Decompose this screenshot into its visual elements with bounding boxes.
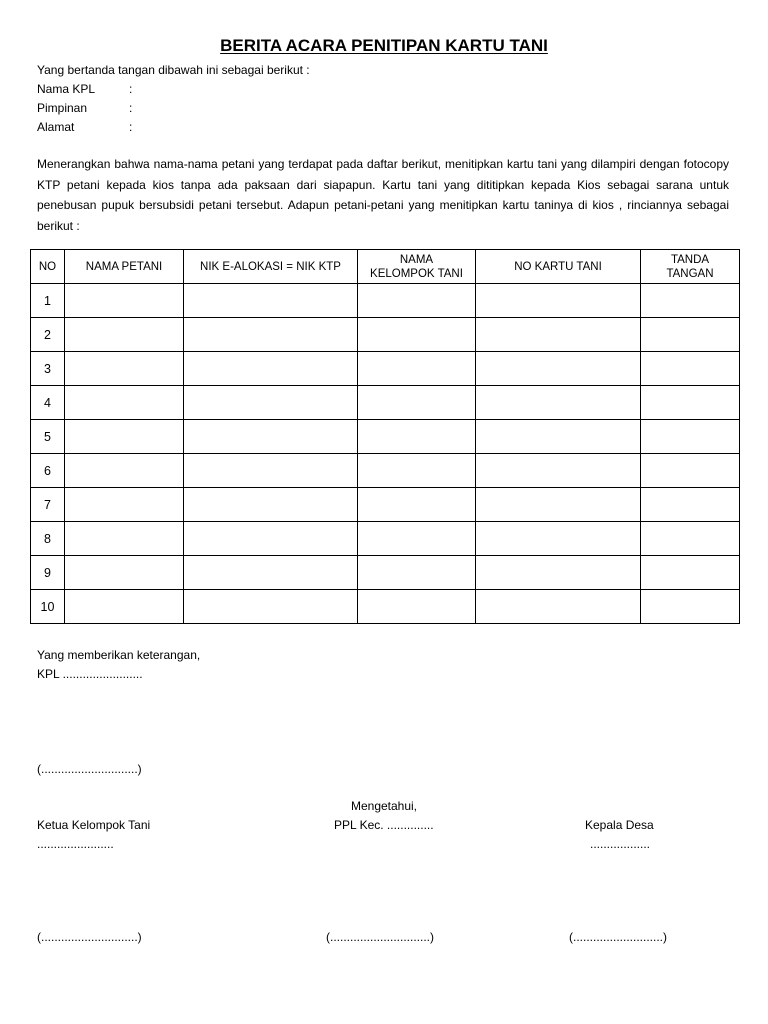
ppl-label: PPL Kec. .............. bbox=[334, 818, 434, 832]
table-row bbox=[31, 522, 740, 556]
table-cell bbox=[641, 284, 740, 318]
header-nik: NIK E-ALOKASI = NIK KTP bbox=[184, 250, 358, 284]
table-cell bbox=[358, 522, 476, 556]
table-row bbox=[31, 420, 740, 454]
table-row bbox=[31, 352, 740, 386]
row-number: 4 bbox=[31, 386, 65, 420]
mengetahui-label: Mengetahui, bbox=[350, 799, 418, 813]
table-cell bbox=[476, 352, 641, 386]
table-cell bbox=[641, 318, 740, 352]
table-cell bbox=[184, 386, 358, 420]
table-cell bbox=[476, 386, 641, 420]
row-number: 10 bbox=[31, 590, 65, 624]
table-row bbox=[31, 590, 740, 624]
field-colon: : bbox=[129, 82, 133, 96]
field-colon: : bbox=[129, 101, 133, 115]
table-cell bbox=[476, 454, 641, 488]
kepala-desa-label: Kepala Desa bbox=[585, 818, 654, 832]
kepala-signature-line: (...........................) bbox=[569, 930, 668, 944]
table-cell bbox=[65, 454, 184, 488]
table-cell bbox=[65, 522, 184, 556]
header-no: NO bbox=[31, 250, 65, 284]
kepala-desa-dots: .................. bbox=[590, 837, 651, 851]
table-cell bbox=[65, 420, 184, 454]
row-number: 2 bbox=[31, 318, 65, 352]
row-number: 6 bbox=[31, 454, 65, 488]
table-cell bbox=[184, 318, 358, 352]
table-cell bbox=[184, 590, 358, 624]
table-cell bbox=[476, 488, 641, 522]
field-label-alamat: Alamat bbox=[37, 120, 75, 134]
table-cell bbox=[65, 284, 184, 318]
table-cell bbox=[476, 556, 641, 590]
farmer-table bbox=[30, 249, 740, 624]
intro-text: Yang bertanda tangan dibawah ini sebagai berikut : bbox=[37, 63, 310, 77]
row-number: 5 bbox=[31, 420, 65, 454]
table-cell bbox=[184, 522, 358, 556]
table-cell bbox=[641, 556, 740, 590]
table-row bbox=[31, 454, 740, 488]
table-cell bbox=[65, 488, 184, 522]
table-cell bbox=[358, 454, 476, 488]
table-row bbox=[31, 284, 740, 318]
table-cell bbox=[358, 420, 476, 454]
table-cell bbox=[476, 522, 641, 556]
table-cell bbox=[641, 386, 740, 420]
table-row bbox=[31, 488, 740, 522]
table-cell bbox=[358, 488, 476, 522]
header-kelompok-tani: NAMA KELOMPOK TANI bbox=[358, 250, 476, 284]
table-cell bbox=[641, 590, 740, 624]
table-cell bbox=[65, 352, 184, 386]
field-colon: : bbox=[129, 120, 133, 134]
table-cell bbox=[358, 284, 476, 318]
table-cell bbox=[184, 556, 358, 590]
row-number: 1 bbox=[31, 284, 65, 318]
table-row bbox=[31, 556, 740, 590]
ketua-kelompok-dots: ....................... bbox=[37, 837, 114, 851]
table-cell bbox=[65, 590, 184, 624]
table-header-row bbox=[31, 250, 740, 284]
row-number: 8 bbox=[31, 522, 65, 556]
table-cell bbox=[65, 386, 184, 420]
table-cell bbox=[358, 590, 476, 624]
ketua-kelompok-label: Ketua Kelompok Tani bbox=[37, 818, 151, 832]
header-nama-petani: NAMA PETANI bbox=[65, 250, 184, 284]
table-cell bbox=[358, 352, 476, 386]
table-cell bbox=[641, 420, 740, 454]
table-cell bbox=[184, 420, 358, 454]
statement-paragraph: Menerangkan bahwa nama-nama petani yang terdapat pada daftar berikut, menitipkan kartu tani yang dilampiri dengan fotocopy KTP petani kepada kios tanpa ada paksaan dari siapapun. Kartu tani yang dititipkan kepada Kios sebagai sarana untuk penebusan pupuk bersubsidi petani tersebut. Adapun petani-petani yang menitipkan kartu taninya di kios , rinciannya sebagai berikut : bbox=[37, 157, 729, 233]
row-number: 9 bbox=[31, 556, 65, 590]
row-number: 7 bbox=[31, 488, 65, 522]
table-cell bbox=[476, 420, 641, 454]
table-cell bbox=[184, 488, 358, 522]
header-tanda-tangan: TANDA TANGAN bbox=[641, 250, 740, 284]
table-cell bbox=[358, 386, 476, 420]
kpl-signer: KPL ........................ bbox=[37, 667, 143, 681]
ppl-signature-line: (..............................) bbox=[326, 930, 435, 944]
field-label-nama-kpl: Nama KPL bbox=[37, 82, 96, 96]
table-cell bbox=[65, 556, 184, 590]
field-label-pimpinan: Pimpinan bbox=[37, 101, 88, 115]
table-cell bbox=[184, 352, 358, 386]
ketua-signature-line: (.............................) bbox=[37, 930, 142, 944]
table-cell bbox=[476, 284, 641, 318]
row-number: 3 bbox=[31, 352, 65, 386]
table-cell bbox=[641, 454, 740, 488]
table-cell bbox=[476, 318, 641, 352]
header-no-kartu-tani: NO KARTU TANI bbox=[476, 250, 641, 284]
keterangan-label: Yang memberikan keterangan, bbox=[37, 648, 201, 662]
table-cell bbox=[184, 284, 358, 318]
table-cell bbox=[184, 454, 358, 488]
table-body bbox=[31, 284, 740, 624]
table-cell bbox=[358, 556, 476, 590]
table-cell bbox=[358, 318, 476, 352]
table-row bbox=[31, 318, 740, 352]
kpl-signature-line: (.............................) bbox=[37, 762, 142, 776]
table-cell bbox=[641, 352, 740, 386]
table-cell bbox=[641, 522, 740, 556]
table-row bbox=[31, 386, 740, 420]
table-cell bbox=[65, 318, 184, 352]
table-cell bbox=[641, 488, 740, 522]
table-cell bbox=[476, 590, 641, 624]
document-title: BERITA ACARA PENITIPAN KARTU TANI bbox=[220, 36, 548, 55]
